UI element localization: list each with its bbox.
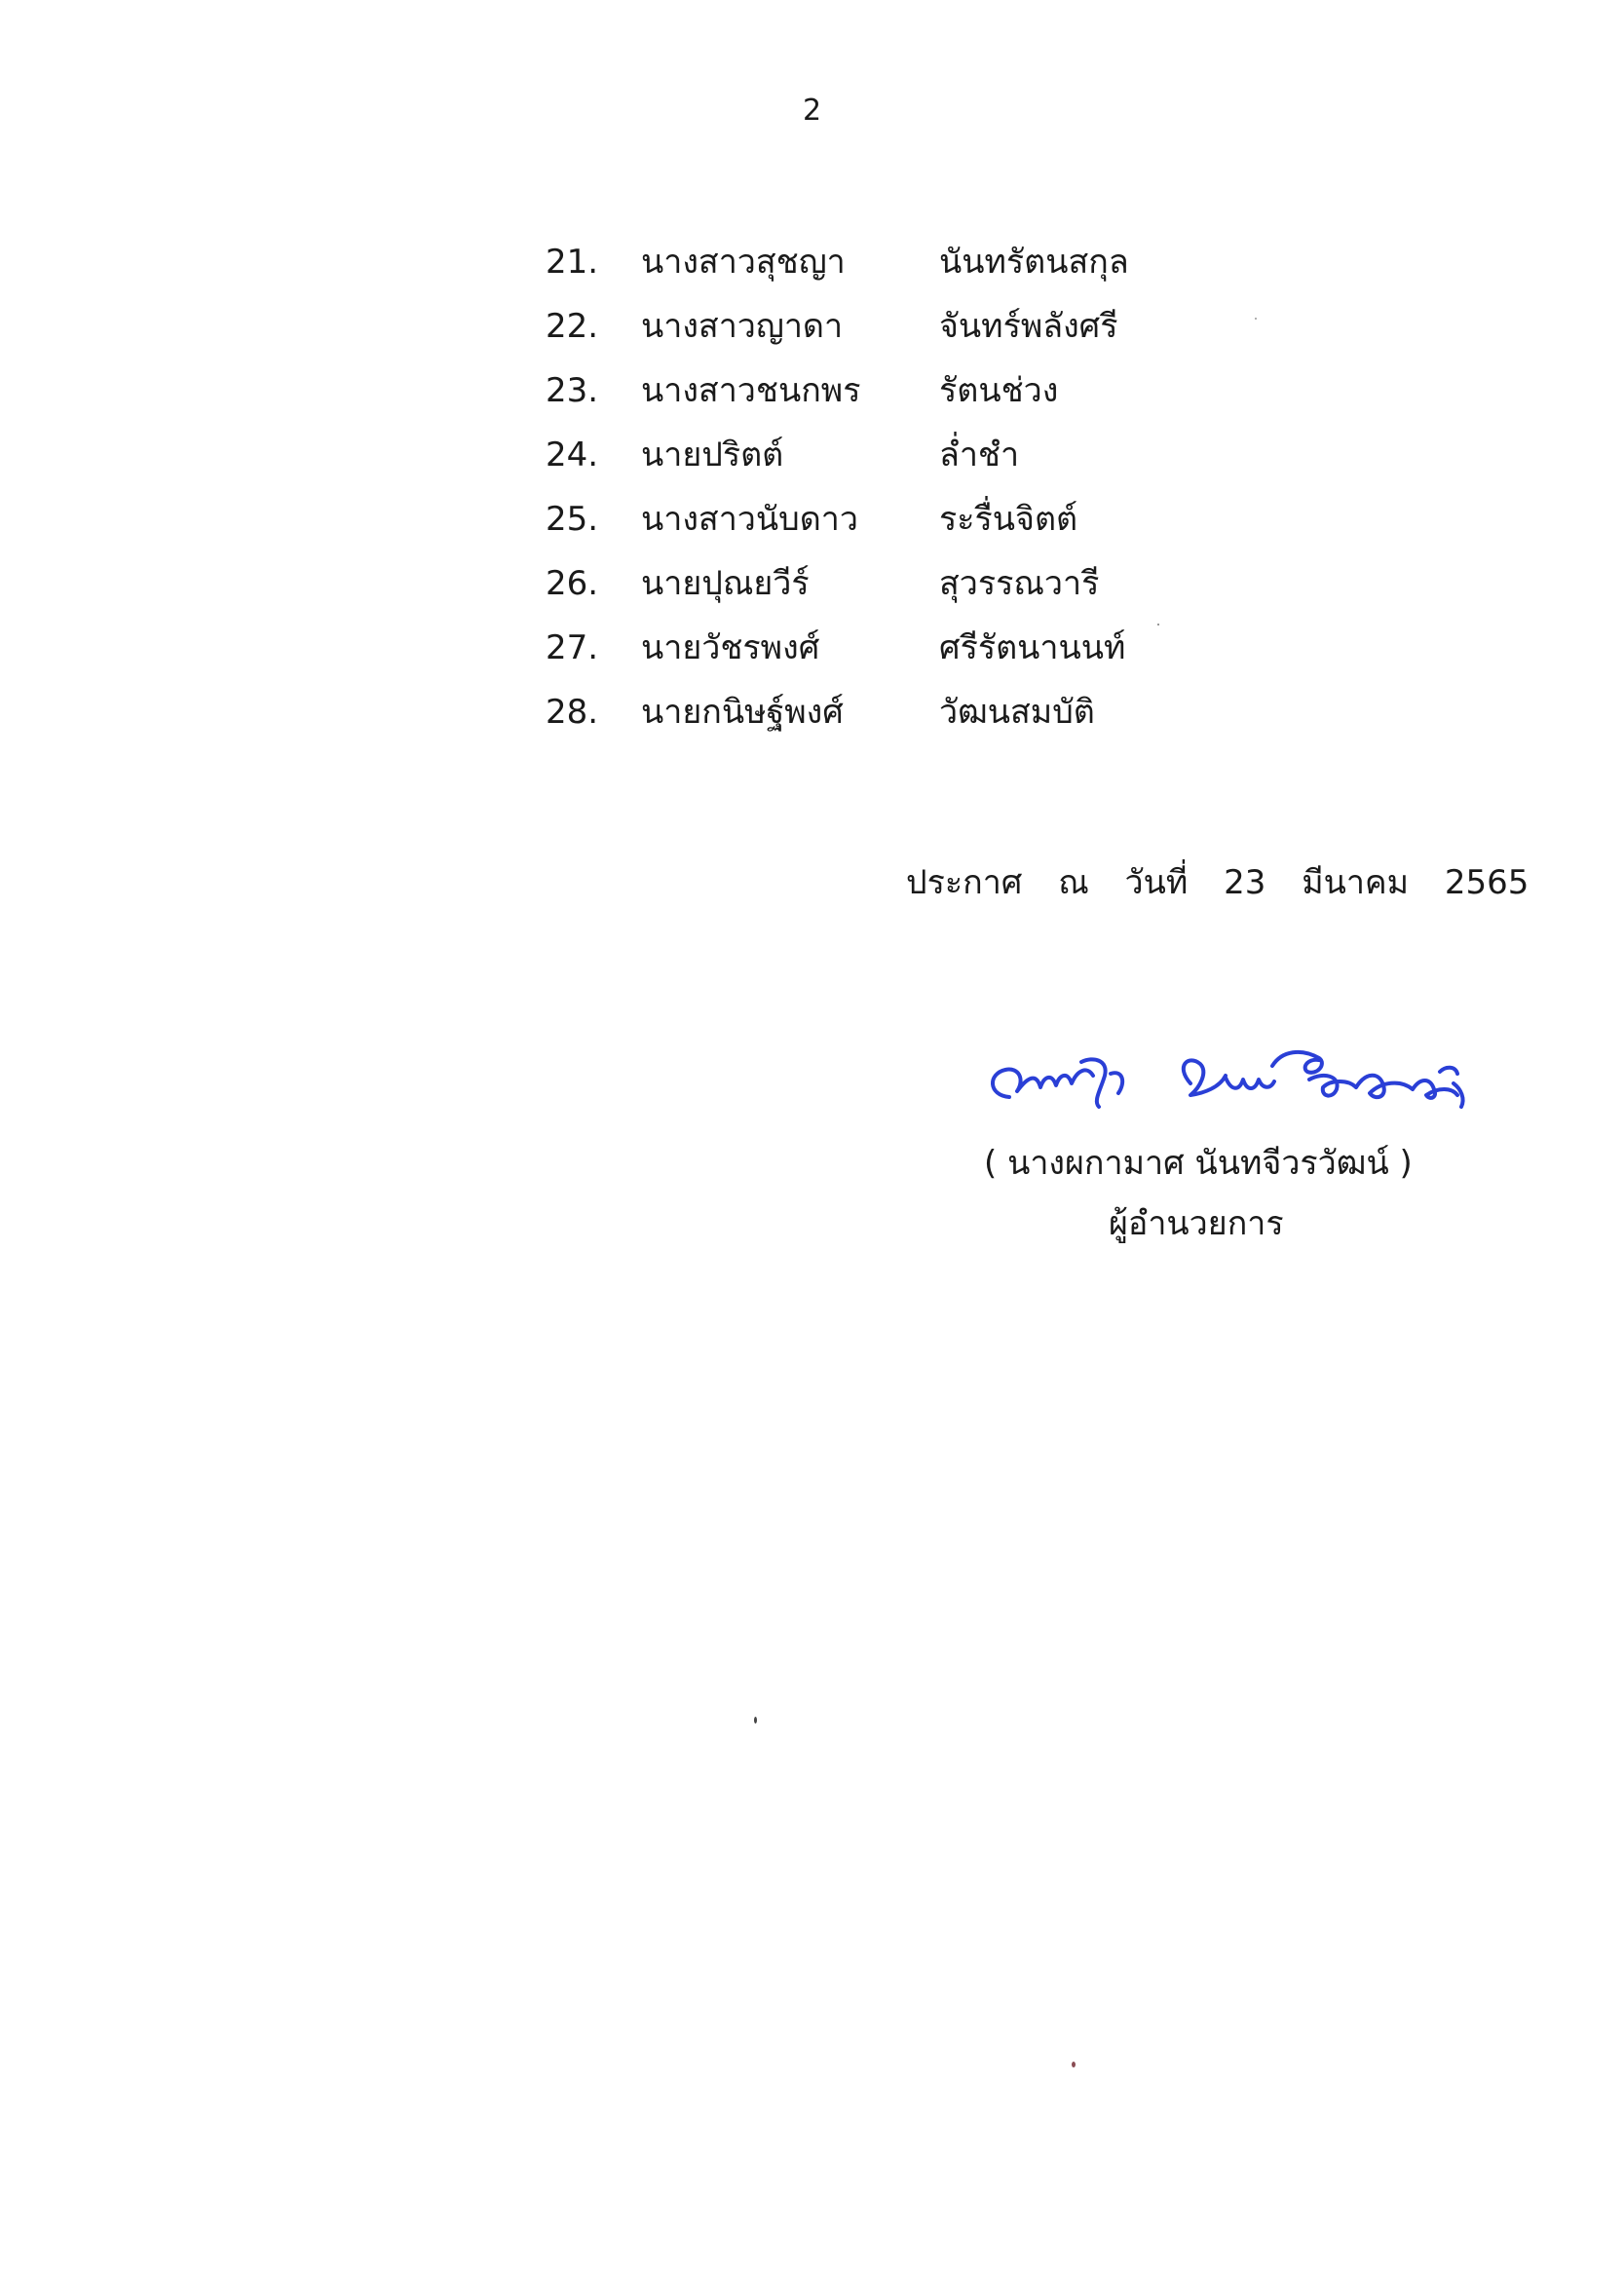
item-last-name: ล่ำชำ — [939, 436, 1020, 474]
scan-speck — [1255, 318, 1257, 320]
item-number: 27. — [546, 628, 599, 667]
item-first-name: นายปุณยวีร์ — [641, 564, 810, 603]
item-last-name: จันทร์พลังศรี — [939, 307, 1118, 346]
item-number: 23. — [546, 371, 599, 410]
list-item — [546, 487, 1227, 551]
scan-speck — [1157, 624, 1159, 625]
page-number: 2 — [802, 94, 822, 128]
announcement-day-label: วันที่ — [1124, 863, 1189, 902]
item-last-name: ระรื่นจิตต์ — [939, 500, 1078, 539]
list-item — [546, 294, 1227, 359]
announcement-date — [906, 855, 1529, 908]
announcement-at: ณ — [1058, 863, 1089, 902]
item-last-name: นันทรัตนสกุล — [939, 243, 1129, 282]
item-number: 22. — [546, 307, 599, 346]
list-item — [546, 230, 1227, 294]
item-first-name: นางสาวสุชญา — [641, 243, 846, 282]
item-first-name: นายปริตต์ — [641, 436, 784, 474]
item-first-name: นายวัชรพงศ์ — [641, 628, 820, 667]
item-last-name: สุวรรณวารี — [939, 564, 1100, 603]
announcement-day: 23 — [1224, 863, 1266, 902]
signatory-name: ( นางผกามาศ นันทจีวรวัฒน์ ) — [984, 1144, 1413, 1183]
item-last-name: รัตนช่วง — [939, 371, 1059, 410]
item-number: 24. — [546, 436, 599, 474]
item-first-name: นางสาวญาดา — [641, 307, 844, 346]
item-first-name: นางสาวชนกพร — [641, 371, 861, 410]
list-item — [546, 616, 1227, 680]
announcement-label: ประกาศ — [906, 863, 1023, 902]
item-first-name: นายกนิษฐ์พงศ์ — [641, 693, 844, 732]
item-number: 25. — [546, 500, 599, 539]
item-number: 21. — [546, 243, 599, 282]
item-number: 26. — [546, 564, 599, 603]
scan-speck — [1072, 2062, 1076, 2067]
list-item — [546, 359, 1227, 423]
handwritten-signature — [980, 1037, 1477, 1124]
item-last-name: วัฒนสมบัติ — [939, 693, 1095, 732]
list-item — [546, 423, 1227, 487]
announcement-month: มีนาคม — [1302, 863, 1410, 902]
name-list — [546, 230, 1227, 744]
scan-speck — [754, 1717, 757, 1724]
list-item — [546, 680, 1227, 744]
list-item — [546, 551, 1227, 616]
announcement-year: 2565 — [1444, 863, 1530, 902]
item-first-name: นางสาวนับดาว — [641, 500, 858, 539]
signatory-title: ผู้อำนวยการ — [1109, 1204, 1284, 1243]
item-last-name: ศรีรัตนานนท์ — [939, 628, 1126, 667]
item-number: 28. — [546, 693, 599, 732]
